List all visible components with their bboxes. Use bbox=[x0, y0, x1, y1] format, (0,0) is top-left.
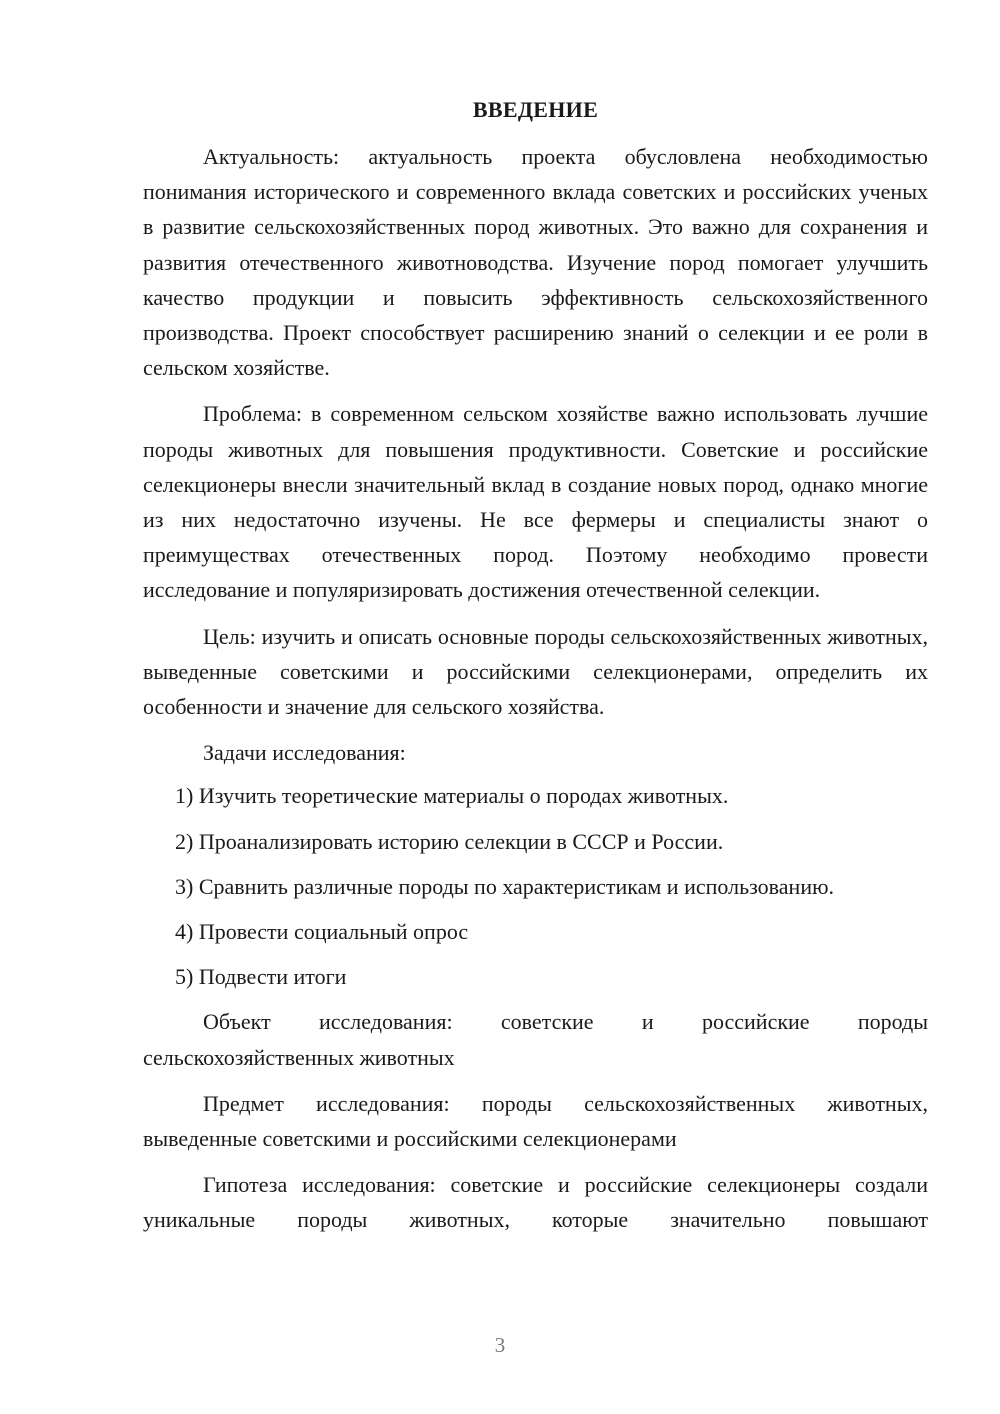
tasks-list bbox=[143, 778, 928, 994]
section-title: ВВЕДЕНИЕ bbox=[472, 97, 599, 122]
paragraph-object: Объект исследования: советские и российские породы сельскохозяйственных животных bbox=[143, 1009, 928, 1070]
list-item: 3) Сравнить различные породы по характеристикам и использованию. bbox=[175, 873, 835, 899]
list-item: 2) Проанализировать историю селекции в СССР и России. bbox=[175, 828, 724, 854]
paragraph-goal: Цель: изучить и описать основные породы сельскохозяйственных животных, выведенные советскими и российскими селекционерами, определить их особенности и значение для сельского хозяйства. bbox=[143, 623, 928, 720]
list-item: 4) Провести социальный опрос bbox=[175, 919, 469, 945]
paragraph-relevance: Актуальность: актуальность проекта обусловлена необходимостью понимания исторического и современного вклада советских и российских ученых в развитие сельскохозяйственных пород животных. Это важно для сохранения и развития отечественного животноводства. Изучение пород помогает улучшить качество продукции и повысить эффективность сельскохозяйственного производства. Проект способствует расширению знаний о селекции и ее роли в сельском хозяйстве. bbox=[143, 144, 928, 381]
document-page bbox=[143, 95, 928, 1249]
list-item: 1) Изучить теоретические материалы о породах животных. bbox=[175, 783, 729, 809]
page-number: 3 bbox=[494, 1333, 506, 1357]
paragraph-hypothesis: Гипотеза исследования: советские и российские селекционеры создали уникальные породы животных, которые значительно повышают bbox=[143, 1172, 928, 1233]
list-item: 5) Подвести итоги bbox=[175, 964, 347, 990]
tasks-heading: Задачи исследования: bbox=[203, 740, 406, 766]
paragraph-problem: Проблема: в современном сельском хозяйстве важно использовать лучшие породы животных для повышения продуктивности. Советские и российские селекционеры внесли значительный вклад в создание новых пород, однако многие из них недостаточно изучены. Не все фермеры и специалисты знают о преимуществах отечественных пород. Поэтому необходимо провести исследование и популяризировать достижения отечественной селекции. bbox=[143, 401, 928, 603]
paragraph-subject: Предмет исследования: породы сельскохозяйственных животных, выведенные советскими и российскими селекционерами bbox=[143, 1090, 928, 1152]
